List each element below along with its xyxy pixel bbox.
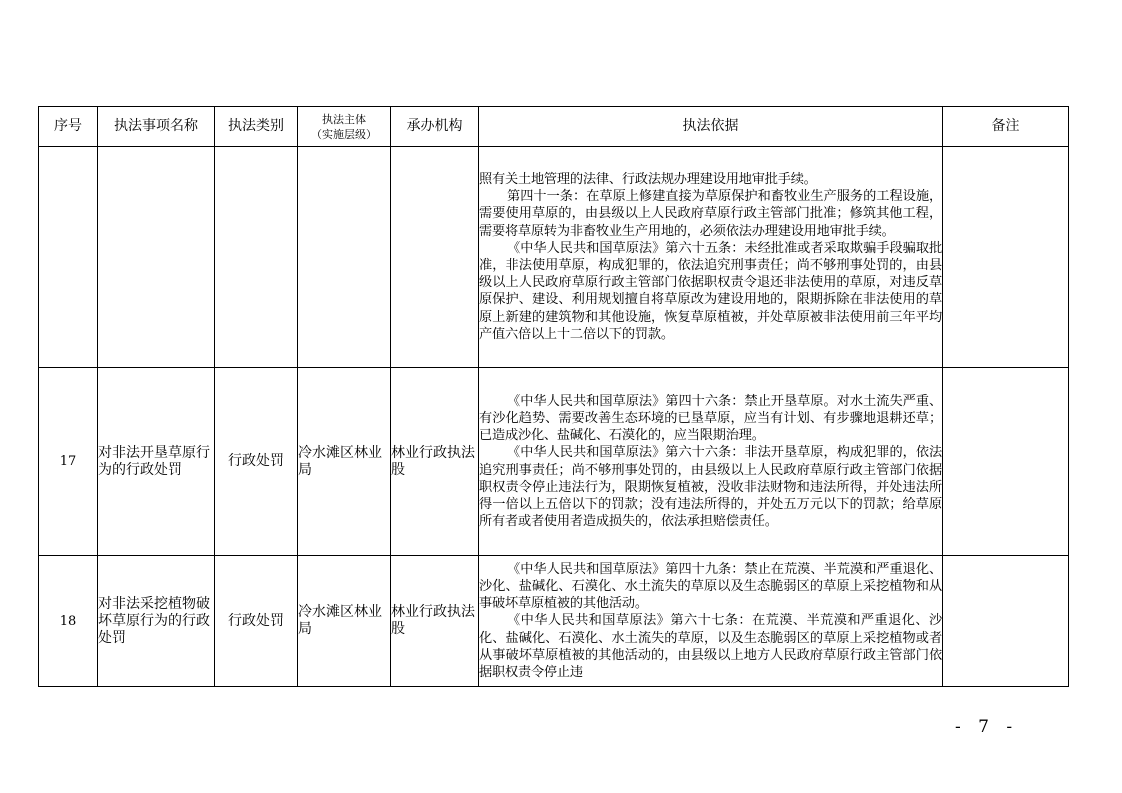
row-subject bbox=[298, 147, 391, 368]
basis-paragraph: 《中华人民共和国草原法》第六十六条：非法开垦草原，构成犯罪的，依法追究刑事责任；尚不够刑事处罚的，由县级以上人民政府草原行政主管部门依据职权责令停止违法行为，限期恢复植被，没收非法财物和违法所得，并处违法所得一倍以上五倍以下的罚款；没有违法所得的，并处五万元以下的罚款；给草原所有者或者使用者造成损失的，依法承担赔偿责任。 bbox=[479, 445, 942, 530]
row-org: 林业行政执法股 bbox=[391, 556, 479, 687]
page-number: - 7 - bbox=[955, 717, 1019, 737]
basis-paragraph: 照有关土地管理的法律、行政法规办理建设用地审批手续。 bbox=[479, 171, 817, 187]
header-note: 备注 bbox=[943, 107, 1069, 147]
row-type bbox=[215, 147, 298, 368]
header-basis: 执法依据 bbox=[479, 107, 943, 147]
row-type: 行政处罚 bbox=[215, 368, 298, 556]
header-row bbox=[39, 107, 1069, 147]
row-org: 林业行政执法股 bbox=[391, 368, 479, 556]
row-name: 对非法采挖植物破坏草原行为的行政处罚 bbox=[98, 556, 215, 687]
basis-paragraph: 第四十一条：在草原上修建直接为草原保护和畜牧业生产服务的工程设施，需要使用草原的，由县级以上人民政府草原行政主管部门批准；修筑其他工程，需要将草原转为非畜牧业生产用地的，必须依法办理建设用地审批手续。 bbox=[479, 189, 942, 239]
header-no: 序号 bbox=[39, 107, 98, 147]
row-basis bbox=[479, 147, 943, 368]
row-no: 17 bbox=[39, 368, 98, 556]
table-row bbox=[39, 147, 1069, 368]
basis-paragraph: 《中华人民共和国草原法》第四十九条：禁止在荒漠、半荒漠和严重退化、沙化、盐碱化、石漠化、水土流失的草原以及生态脆弱区的草原上采挖植物和从事破坏草原植被的其他活动。 bbox=[479, 561, 942, 612]
basis-paragraph: 《中华人民共和国草原法》第六十七条：在荒漠、半荒漠和严重退化、沙化、盐碱化、石漠化、水土流失的草原，以及生态脆弱区的草原上采挖植物或者从事破坏草原植被的其他活动的，由县级以上地方人民政府草原行政主管部门依据职权责令停止违 bbox=[479, 613, 942, 680]
table-row bbox=[39, 368, 1069, 556]
row-org bbox=[391, 147, 479, 368]
basis-paragraph: 《中华人民共和国草原法》第四十六条：禁止开垦草原。对水土流失严重、有沙化趋势、需要改善生态环境的已垦草原，应当有计划、有步骤地退耕还草；已造成沙化、盐碱化、石漠化的，应当限期治理。 bbox=[479, 393, 942, 444]
row-basis bbox=[479, 556, 943, 687]
header-type: 执法类别 bbox=[215, 107, 298, 147]
law-enforcement-table bbox=[38, 106, 1069, 687]
header-subject-line2: （实施层级） bbox=[311, 127, 377, 141]
header-name: 执法事项名称 bbox=[98, 107, 215, 147]
row-basis bbox=[479, 368, 943, 556]
basis-paragraph: 《中华人民共和国草原法》第六十五条：未经批准或者采取欺骗手段骗取批准，非法使用草原，构成犯罪的，依法追究刑事责任；尚不够刑事处罚的，由县级以上人民政府草原行政主管部门依据职权责令退还非法使用的草原，对违反草原保护、建设、利用规划擅自将草原改为建设用地的，限期拆除在非法使用的草原上新建的建筑物和其他设施，恢复草原植被，并处草原被非法使用前三年平均产值六倍以上十二倍以下的罚款。 bbox=[479, 240, 942, 342]
row-name: 对非法开垦草原行为的行政处罚 bbox=[98, 368, 215, 556]
row-no bbox=[39, 147, 98, 368]
row-note bbox=[943, 368, 1069, 556]
row-subject: 冷水滩区林业局 bbox=[298, 368, 391, 556]
row-no: 18 bbox=[39, 556, 98, 687]
header-org: 承办机构 bbox=[391, 107, 479, 147]
header-subject-line1: 执法主体 bbox=[322, 112, 366, 126]
row-type: 行政处罚 bbox=[215, 556, 298, 687]
row-note bbox=[943, 556, 1069, 687]
row-subject: 冷水滩区林业局 bbox=[298, 556, 391, 687]
row-note bbox=[943, 147, 1069, 368]
table-row bbox=[39, 556, 1069, 687]
header-subject bbox=[298, 107, 391, 147]
row-name bbox=[98, 147, 215, 368]
